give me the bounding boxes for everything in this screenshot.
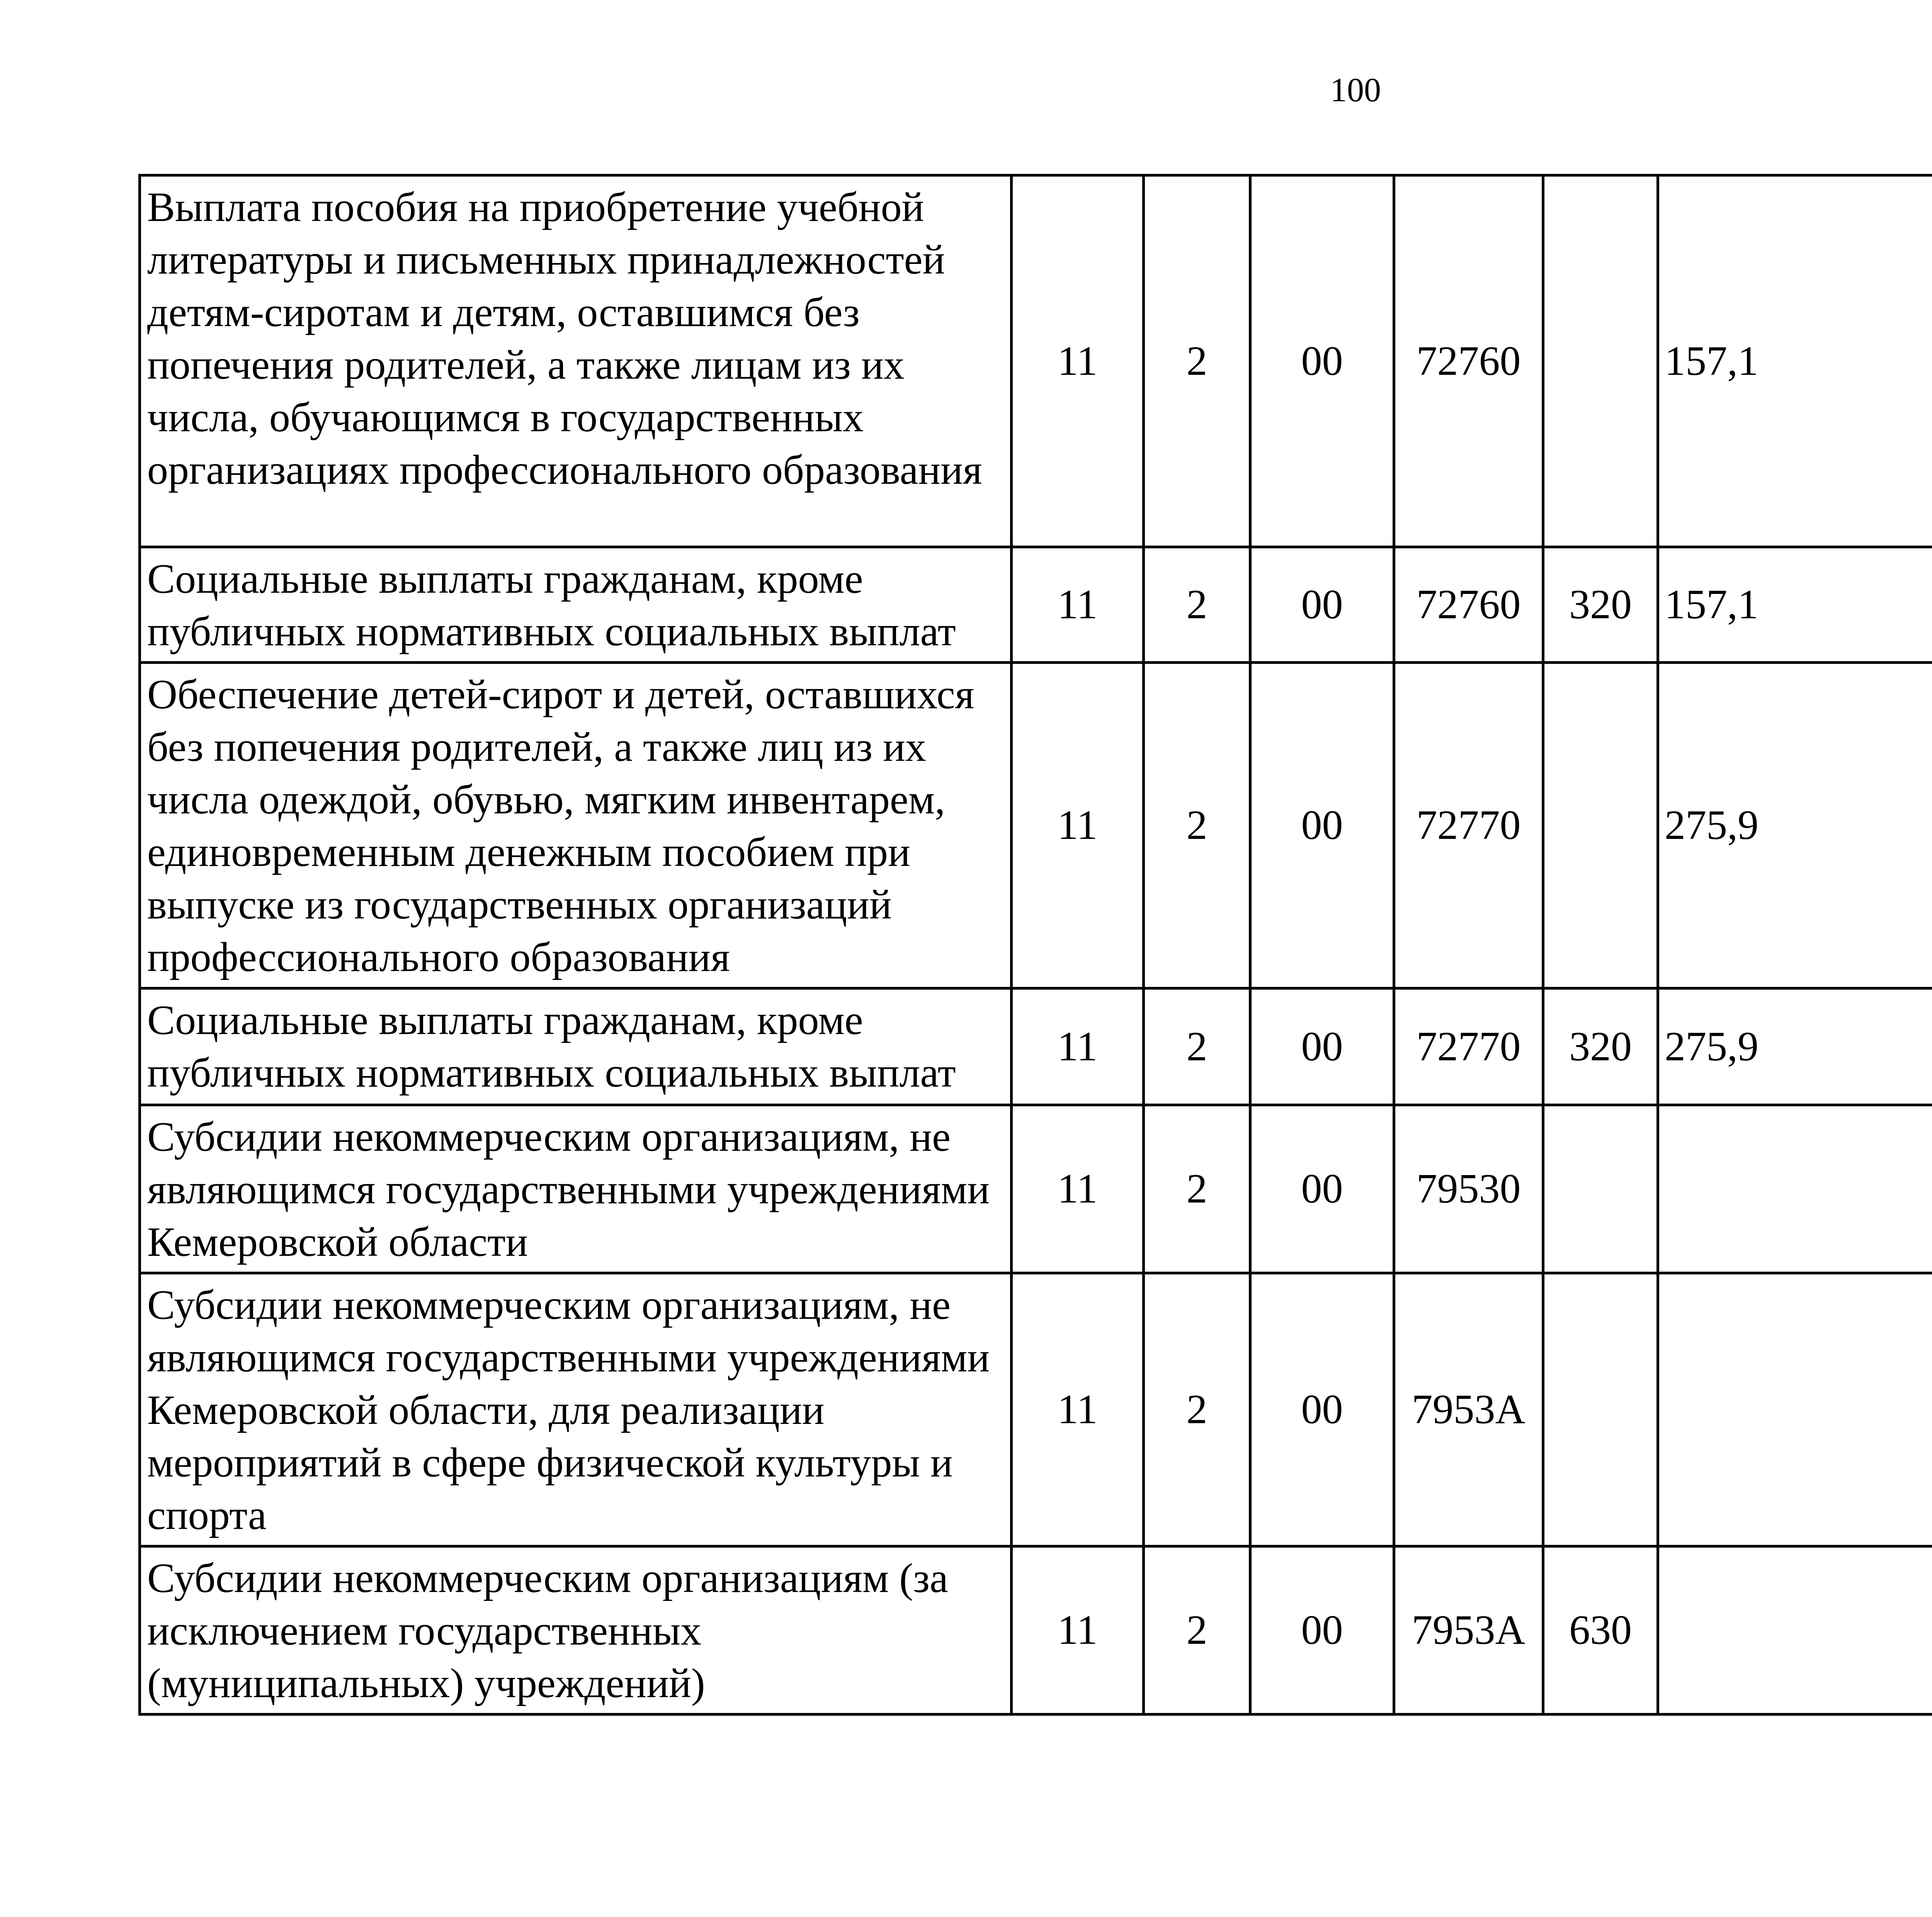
program-code: 00: [1250, 1546, 1394, 1715]
table-row: [140, 663, 1932, 988]
direction-code: 72760: [1394, 547, 1543, 663]
program-code: 00: [1250, 1273, 1394, 1546]
row-name: Обеспечение детей-сирот и детей, оставшихся без попечения родителей, а также лиц из их числа одеждой, обувью, мягким инвентарем, единовременным денежным пособием при выпуске из государственных организаций профессионального образования: [140, 663, 1012, 988]
subsection-code: 2: [1144, 175, 1250, 547]
page-number: 100: [1330, 71, 1381, 109]
table-row: [140, 1273, 1932, 1546]
subsection-code: 2: [1144, 547, 1250, 663]
direction-code: 72770: [1394, 663, 1543, 988]
amount-year-1: 157,1: [1658, 547, 1932, 663]
row-name: Субсидии некоммерческим организациям, не являющимся государственными учреждениями Кемеровской области: [140, 1105, 1012, 1273]
amount-year-1: [1658, 1546, 1932, 1715]
row-name: Субсидии некоммерческим организациям (за исключением государственных (муниципальных) учреждений): [140, 1546, 1012, 1715]
row-name: Социальные выплаты гражданам, кроме публичных нормативных социальных выплат: [140, 988, 1012, 1105]
amount-year-1: 157,1: [1658, 175, 1932, 547]
amount-year-1: [1658, 1273, 1932, 1546]
expense-type-code: [1543, 663, 1658, 988]
subsection-code: 2: [1144, 1273, 1250, 1546]
table-row: [140, 175, 1932, 547]
subsection-code: 2: [1144, 1546, 1250, 1715]
section-code: 11: [1012, 1105, 1144, 1273]
expense-type-code: 320: [1543, 988, 1658, 1105]
expense-type-code: [1543, 1105, 1658, 1273]
subsection-code: 2: [1144, 1105, 1250, 1273]
row-name: Субсидии некоммерческим организациям, не являющимся государственными учреждениями Кемеровской области, для реализации мероприятий в сфере физической культуры и спорта: [140, 1273, 1012, 1546]
direction-code: 79530: [1394, 1105, 1543, 1273]
subsection-code: 2: [1144, 988, 1250, 1105]
program-code: 00: [1250, 663, 1394, 988]
subsection-code: 2: [1144, 663, 1250, 988]
program-code: 00: [1250, 175, 1394, 547]
expense-type-code: [1543, 175, 1658, 547]
direction-code: 7953А: [1394, 1546, 1543, 1715]
expense-type-code: 320: [1543, 547, 1658, 663]
table-row: [140, 1105, 1932, 1273]
amount-year-1: 275,9: [1658, 663, 1932, 988]
program-code: 00: [1250, 988, 1394, 1105]
budget-table: [138, 174, 1932, 1716]
expense-type-code: [1543, 1273, 1658, 1546]
direction-code: 72760: [1394, 175, 1543, 547]
program-code: 00: [1250, 1105, 1394, 1273]
program-code: 00: [1250, 547, 1394, 663]
row-name: Социальные выплаты гражданам, кроме публичных нормативных социальных выплат: [140, 547, 1012, 663]
table-row: [140, 988, 1932, 1105]
amount-year-1: 275,9: [1658, 988, 1932, 1105]
section-code: 11: [1012, 1273, 1144, 1546]
section-code: 11: [1012, 175, 1144, 547]
section-code: 11: [1012, 988, 1144, 1105]
expense-type-code: 630: [1543, 1546, 1658, 1715]
table-row: [140, 1546, 1932, 1715]
amount-year-1: [1658, 1105, 1932, 1273]
direction-code: 72770: [1394, 988, 1543, 1105]
section-code: 11: [1012, 1546, 1144, 1715]
row-name: Выплата пособия на приобретение учебной литературы и письменных принадлежностей детям-сиротам и детям, оставшимся без попечения родителей, а также лицам из их числа, обучающимся в государственных организациях профессионального образования: [140, 175, 1012, 547]
table-row: [140, 547, 1932, 663]
section-code: 11: [1012, 663, 1144, 988]
direction-code: 7953А: [1394, 1273, 1543, 1546]
section-code: 11: [1012, 547, 1144, 663]
